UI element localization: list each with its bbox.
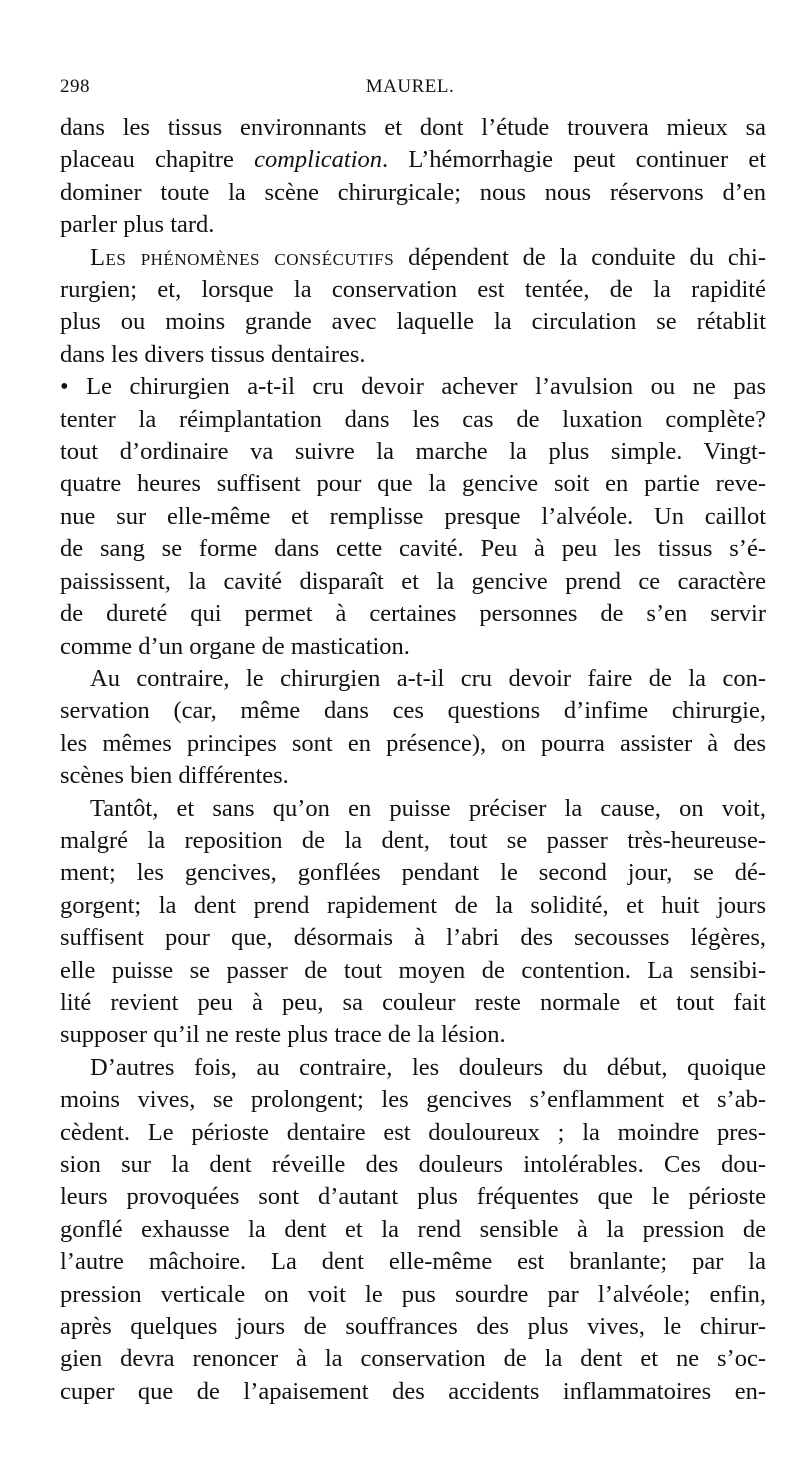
text-line: malgré la reposition de la dent, tout se passer très-heureuse- bbox=[60, 826, 766, 854]
text-line: cèdent. Le périoste dentaire est douloureux ; la moindre pres- bbox=[60, 1118, 766, 1146]
text-line: quatre heures suffisent pour que la gencive soit en partie reve- bbox=[60, 470, 766, 498]
text-line: moins vives, se prolongent; les gencives s’enflamment et s’ab- bbox=[60, 1086, 766, 1114]
text-line: Au contraire, le chirurgien a-t-il cru devoir faire de la con- bbox=[90, 664, 766, 692]
text-line: cuper que de l’apaisement des accidents inflammatoires en- bbox=[60, 1377, 766, 1405]
page-header bbox=[60, 76, 760, 106]
text-line: pression verticale on voit le pus sourdre par l’alvéole; enfin, bbox=[60, 1280, 766, 1308]
text-line: parler plus tard. bbox=[60, 211, 215, 239]
text-line: dans les divers tissus dentaires. bbox=[60, 340, 366, 368]
text-line: placeau chapitre complication. L’hémorrhagie peut continuer et bbox=[60, 146, 767, 174]
text-line: rurgien; et, lorsque la conservation est tentée, de la rapidité bbox=[60, 276, 766, 304]
text-line: D’autres fois, au contraire, les douleurs du début, quoique bbox=[90, 1053, 766, 1081]
text-line: nue sur elle-même et remplisse presque l’alvéole. Un caillot bbox=[60, 502, 766, 530]
text-line: gonflé exhausse la dent et la rend sensible à la pression de bbox=[60, 1215, 766, 1243]
text-line: après quelques jours de souffrances des plus vives, le chirur- bbox=[60, 1313, 766, 1341]
text-line: sion sur la dent réveille des douleurs intolérables. Ces dou- bbox=[60, 1151, 766, 1178]
running-title: MAUREL. bbox=[365, 76, 455, 97]
text-line: l’autre mâchoire. La dent elle-même est branlante; par la bbox=[60, 1248, 766, 1276]
text-line: leurs provoquées sont d’autant plus fréquentes que le périoste bbox=[60, 1183, 766, 1211]
text-line: • Le chirurgien a-t-il cru devoir achever l’avulsion ou ne pas bbox=[60, 373, 766, 401]
text-line: elle puisse se passer de tout moyen de contention. La sensibi- bbox=[60, 956, 766, 984]
text-line: dominer toute la scène chirurgicale; nous nous réservons d’en bbox=[60, 178, 766, 206]
section-heading: Les phénomènes consécutifs bbox=[90, 243, 395, 271]
text-line: Les phénomènes consécutifs dépendent de la conduite du chi- bbox=[90, 243, 766, 271]
text-line: tenter la réimplantation dans les cas de luxation complète? bbox=[60, 405, 766, 433]
text-line: Tantôt, et sans qu’on en puisse préciser la cause, on voit, bbox=[90, 794, 766, 822]
page-number: 298 bbox=[60, 76, 90, 97]
text-line: servation (car, même dans ces questions d’infime chirurgie, bbox=[60, 697, 766, 725]
text-line: gorgent; la dent prend rapidement de la solidité, et huit jours bbox=[60, 891, 766, 919]
text-line: gien devra renoncer à la conservation de la dent et ne s’oc- bbox=[60, 1345, 766, 1373]
text-line: lité revient peu à peu, sa couleur reste normale et tout fait bbox=[60, 988, 766, 1016]
text-line: de sang se forme dans cette cavité. Peu à peu les tissus s’é- bbox=[60, 535, 766, 563]
text-line: comme d’un organe de mastication. bbox=[60, 632, 410, 660]
text-line: supposer qu’il ne reste plus trace de la lésion. bbox=[60, 1021, 506, 1049]
text-line: ment; les gencives, gonflées pendant le second jour, se dé- bbox=[60, 859, 766, 887]
text-line: paississent, la cavité disparaît et la gencive prend ce caractère bbox=[60, 567, 766, 595]
italic-term: complication bbox=[254, 146, 383, 174]
text-line: tout d’ordinaire va suivre la marche la plus simple. Vingt- bbox=[60, 438, 766, 466]
body-text bbox=[60, 112, 766, 1408]
text-line: de dureté qui permet à certaines personnes de s’en servir bbox=[60, 600, 766, 628]
text-line: scènes bien différentes. bbox=[60, 762, 289, 790]
text-line: les mêmes principes sont en présence), on pourra assister à des bbox=[60, 729, 766, 757]
text-line: suffisent pour que, désormais à l’abri des secousses légères, bbox=[60, 924, 766, 952]
text-line: dans les tissus environnants et dont l’étude trouvera mieux sa bbox=[60, 114, 766, 141]
text-line: plus ou moins grande avec laquelle la circulation se rétablit bbox=[60, 308, 766, 336]
